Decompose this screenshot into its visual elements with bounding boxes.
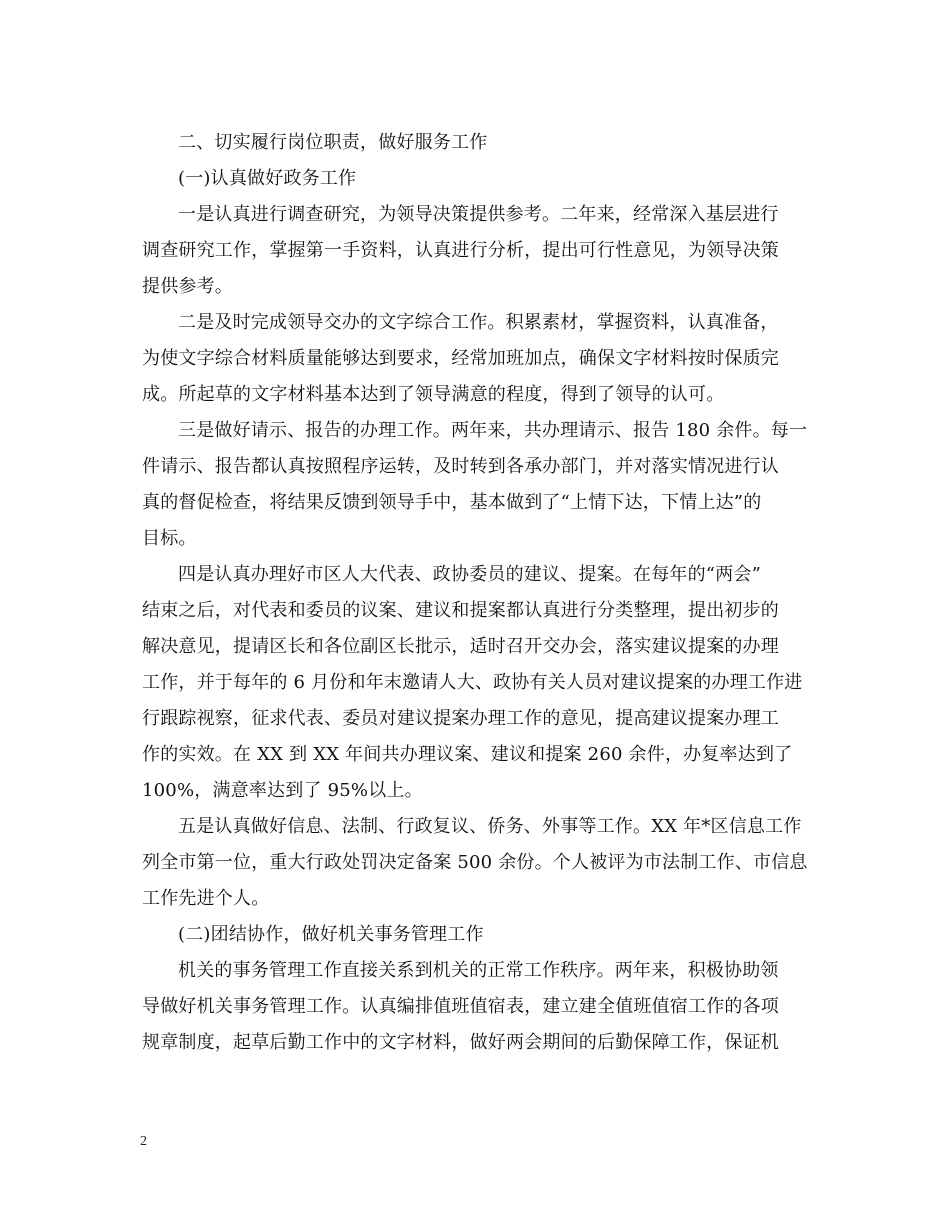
subsection-heading: (二)团结协作，做好机关事务管理工作	[178, 924, 484, 945]
paragraph-line: 作的实效。在 XX 到 XX 年间共办理议案、建议和提案 260 余件，办复率达到了	[142, 744, 793, 765]
paragraph-line: 目标。	[142, 528, 197, 549]
paragraph-line: 工作，并于每年的 6 月份和年末邀请人大、政协有关人员对建议提案的办理工作进	[142, 672, 803, 693]
paragraph-line: 二是及时完成领导交办的文字综合工作。积累素材，掌握资料，认真准备，	[178, 312, 779, 333]
paragraph-line: 行跟踪视察，征求代表、委员对建议提案办理工作的意见，提高建议提案办理工	[142, 708, 779, 729]
paragraph-line: 调查研究工作，掌握第一手资料，认真进行分析，提出可行性意见，为领导决策	[142, 240, 779, 261]
subsection-heading: (一)认真做好政务工作	[178, 168, 357, 189]
paragraph-line: 导做好机关事务管理工作。认真编排值班值宿表，建立建全值班值宿工作的各项	[142, 996, 779, 1017]
paragraph-line: 四是认真办理好市区人大代表、政协委员的建议、提案。在每年的“两会”	[178, 564, 762, 585]
paragraph-line: 工作先进个人。	[142, 888, 270, 909]
section-heading: 二、切实履行岗位职责，做好服务工作	[178, 132, 488, 153]
paragraph-line: 机关的事务管理工作直接关系到机关的正常工作秩序。两年来，积极协助领	[178, 960, 779, 981]
paragraph-line: 规章制度，起草后勤工作中的文字材料，做好两会期间的后勤保障工作，保证机	[142, 1032, 779, 1053]
page-number: 2	[140, 1134, 147, 1149]
paragraph-line: 解决意见，提请区长和各位副区长批示，适时召开交办会，落实建议提案的办理	[142, 636, 779, 657]
paragraph-line: 件请示、报告都认真按照程序运转，及时转到各承办部门，并对落实情况进行认	[142, 456, 779, 477]
paragraph-line: 一是认真进行调查研究，为领导决策提供参考。二年来，经常深入基层进行	[178, 204, 779, 225]
paragraph-line: 列全市第一位，重大行政处罚决定备案 500 余份。个人被评为市法制工作、市信息	[142, 852, 808, 873]
paragraph-line: 成。所起草的文字材料基本达到了领导满意的程度，得到了领导的认可。	[142, 384, 725, 405]
paragraph-line: 提供参考。	[142, 276, 233, 297]
paragraph-line: 三是做好请示、报告的办理工作。两年来，共办理请示、报告 180 余件。每一	[178, 420, 808, 441]
paragraph-line: 五是认真做好信息、法制、行政复议、侨务、外事等工作。XX 年*区信息工作	[178, 816, 802, 837]
paragraph-line: 100%，满意率达到了 95%以上。	[142, 780, 423, 801]
paragraph-line: 真的督促检查，将结果反馈到领导手中，基本做到了“上情下达，下情上达”的	[142, 492, 762, 513]
paragraph-line: 结束之后，对代表和委员的议案、建议和提案都认真进行分类整理，提出初步的	[142, 600, 779, 621]
paragraph-line: 为使文字综合材料质量能够达到要求，经常加班加点，确保文字材料按时保质完	[142, 348, 779, 369]
